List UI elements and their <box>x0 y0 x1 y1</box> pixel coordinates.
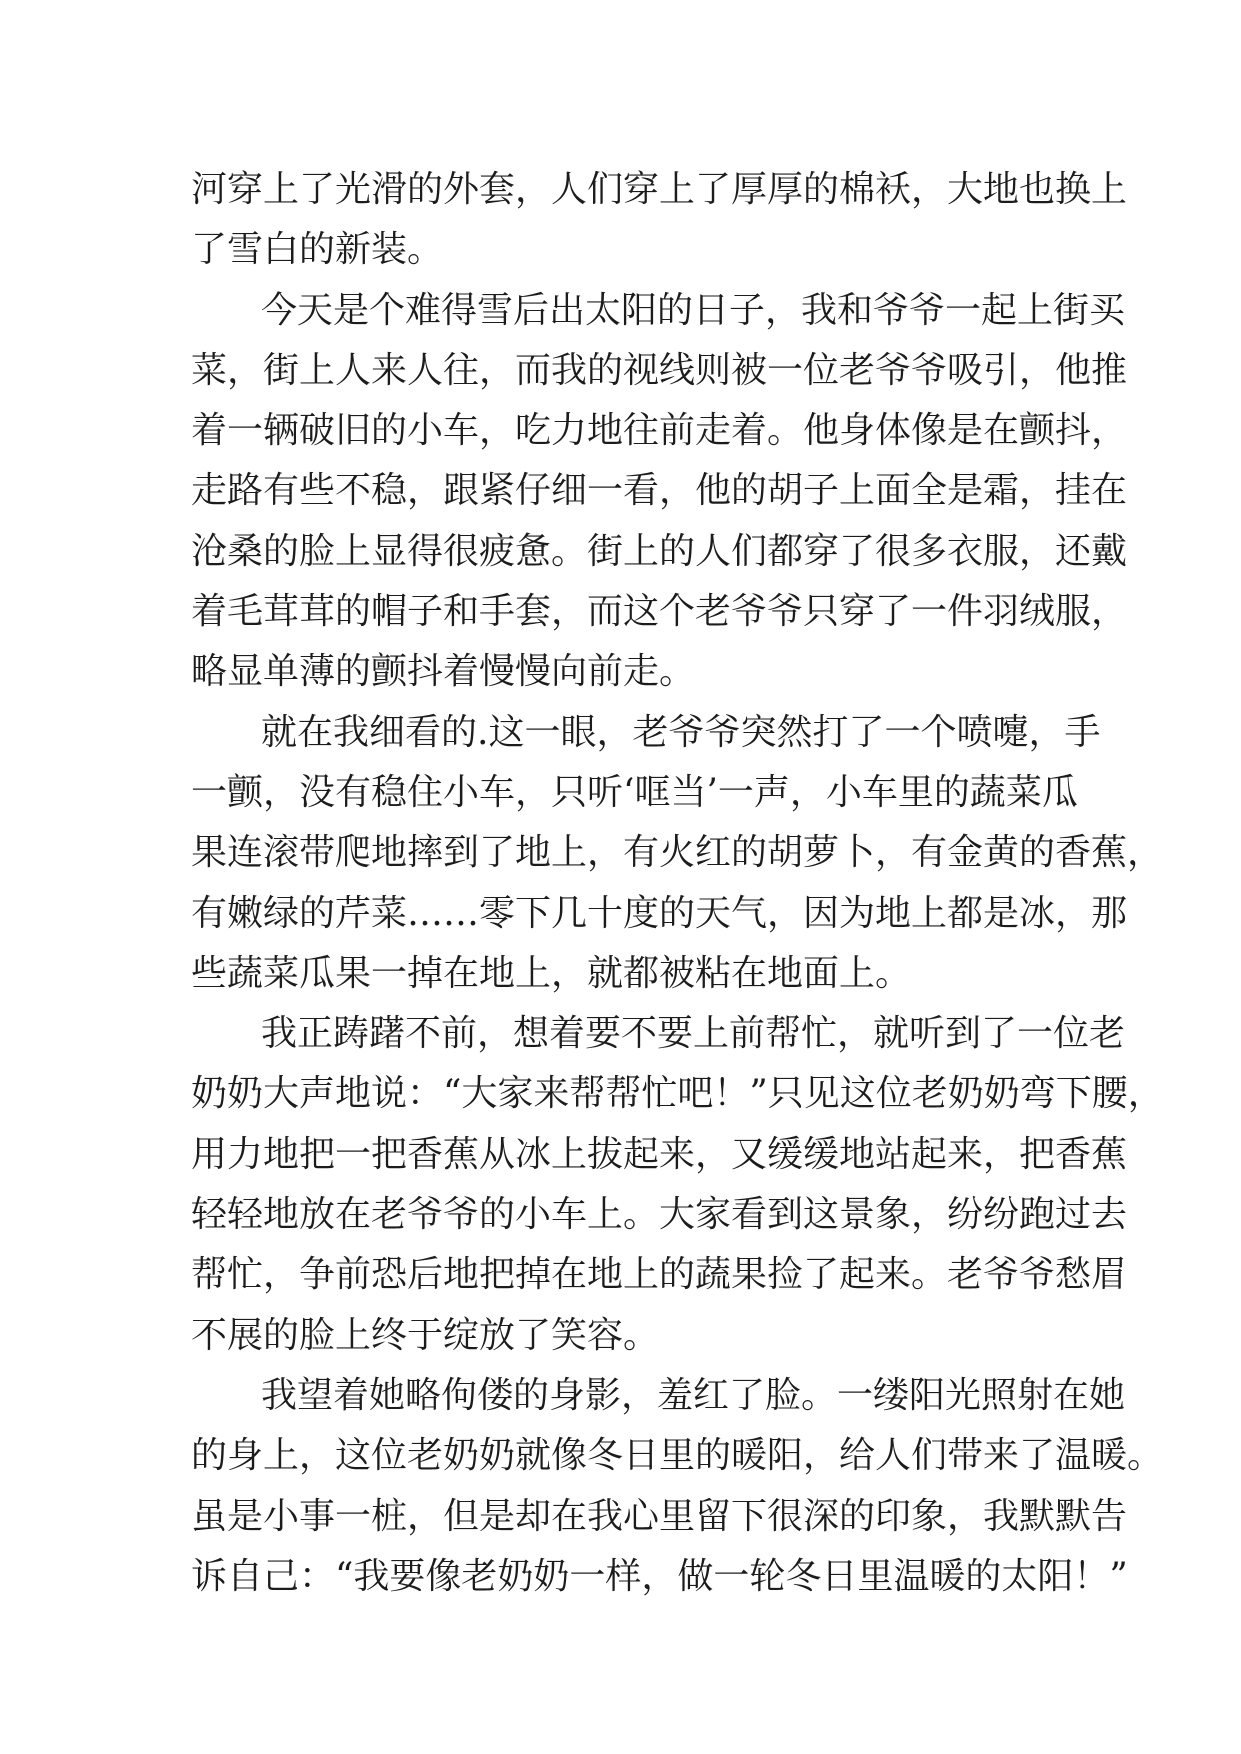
text-line: 沧桑的脸上显得很疲惫。街上的人们都穿了很多衣服，还戴 <box>191 530 1128 572</box>
text-line: 奶奶大声地说：“大家来帮帮忙吧！”只见这位老奶奶弯下腰， <box>191 1073 1164 1115</box>
text-line: 有嫩绿的芹菜……零下几十度的天气，因为地上都是冰，那 <box>191 892 1128 934</box>
document-body <box>191 160 1164 1607</box>
paragraph-first-line: 今天是个难得雪后出太阳的日子，我和爷爷一起上街买 <box>261 289 1126 331</box>
text-line: 帮忙，争前恐后地把掉在地上的蔬果捡了起来。老爷爷愁眉 <box>191 1254 1128 1296</box>
paragraph-first-line: 我望着她略佝偻的身影，羞红了脸。一缕阳光照射在她 <box>261 1374 1126 1416</box>
text-line: 不展的脸上终于绽放了笑容。 <box>191 1314 660 1356</box>
text-line: 走路有些不稳，跟紧仔细一看，他的胡子上面全是霜，挂在 <box>191 470 1128 512</box>
text-line: 着毛茸茸的帽子和手套，而这个老爷爷只穿了一件羽绒服， <box>191 591 1128 633</box>
text-line: 河穿上了光滑的外套，人们穿上了厚厚的棉袄，大地也换上 <box>191 169 1128 210</box>
paragraph-first-line: 就在我细看的.这一眼，老爷爷突然打了一个喷嚏，手 <box>261 711 1101 753</box>
text-line: 诉自己：“我要像老奶奶一样，做一轮冬日里温暖的太阳！” <box>191 1555 1128 1597</box>
text-line: 虽是小事一桩，但是却在我心里留下很深的印象，我默默告 <box>191 1495 1128 1537</box>
paragraph-first-line: 我正踌躇不前，想着要不要上前帮忙，就听到了一位老 <box>261 1013 1126 1055</box>
text-line: 些蔬菜瓜果一掉在地上，就都被粘在地面上。 <box>191 952 912 994</box>
text-line: 菜，街上人来人往，而我的视线则被一位老爷爷吸引，他推 <box>191 349 1128 391</box>
text-line: 的身上，这位老奶奶就像冬日里的暖阳，给人们带来了温暖。 <box>191 1435 1164 1477</box>
text-line: 一颤，没有稳住小车，只听‘哐当’一声，小车里的蔬菜瓜 <box>191 771 1078 813</box>
text-line: 略显单薄的颤抖着慢慢向前走。 <box>191 651 696 693</box>
text-line: 了雪白的新装。 <box>191 229 444 271</box>
text-line: 用力地把一把香蕉从冰上拔起来，又缓缓地站起来，把香蕉 <box>191 1133 1128 1175</box>
text-line: 果连滚带爬地摔到了地上，有火红的胡萝卜，有金黄的香蕉， <box>191 832 1164 874</box>
text-line: 轻轻地放在老爷爷的小车上。大家看到这景象，纷纷跑过去 <box>191 1194 1128 1236</box>
text-line: 着一辆破旧的小车，吃力地往前走着。他身体像是在颤抖， <box>191 410 1128 452</box>
